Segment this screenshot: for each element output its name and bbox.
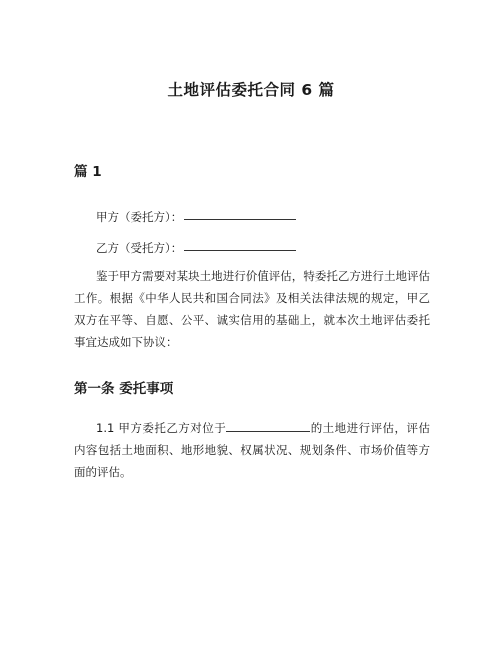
clause-1-1-paragraph xyxy=(74,417,430,483)
article-1-heading: 第一条 委托事项 xyxy=(74,381,174,397)
location-blank xyxy=(226,419,310,432)
party-b-blank xyxy=(184,249,296,251)
party-a-label: 甲方（委托方）： xyxy=(96,210,183,224)
party-a-line xyxy=(96,209,296,225)
party-a-blank xyxy=(184,218,296,220)
preamble-paragraph: 鉴于甲方需要对某块土地进行价值评估，特委托乙方进行土地评估工作。根据《中华人民共和国合同法》及相关法律法规的规定，甲乙双方在平等、自愿、公平、诚实信用的基础上，就本次土地评估委托事宜达成如下协议： xyxy=(74,269,430,349)
party-b-label: 乙方（受托方）： xyxy=(96,241,183,255)
clause-1-1-text-after: 的土地进行评估，评估内容包括土地面积、地形地貌、权属状况、规划条件、市场价值等方面的评估。 xyxy=(74,421,430,479)
document-title: 土地评估委托合同 6 篇 xyxy=(167,81,335,99)
party-b-line xyxy=(96,240,296,256)
section-heading-1: 篇 1 xyxy=(74,164,102,180)
clause-1-1-text-before: 1.1 甲方委托乙方对位于 xyxy=(96,421,227,435)
